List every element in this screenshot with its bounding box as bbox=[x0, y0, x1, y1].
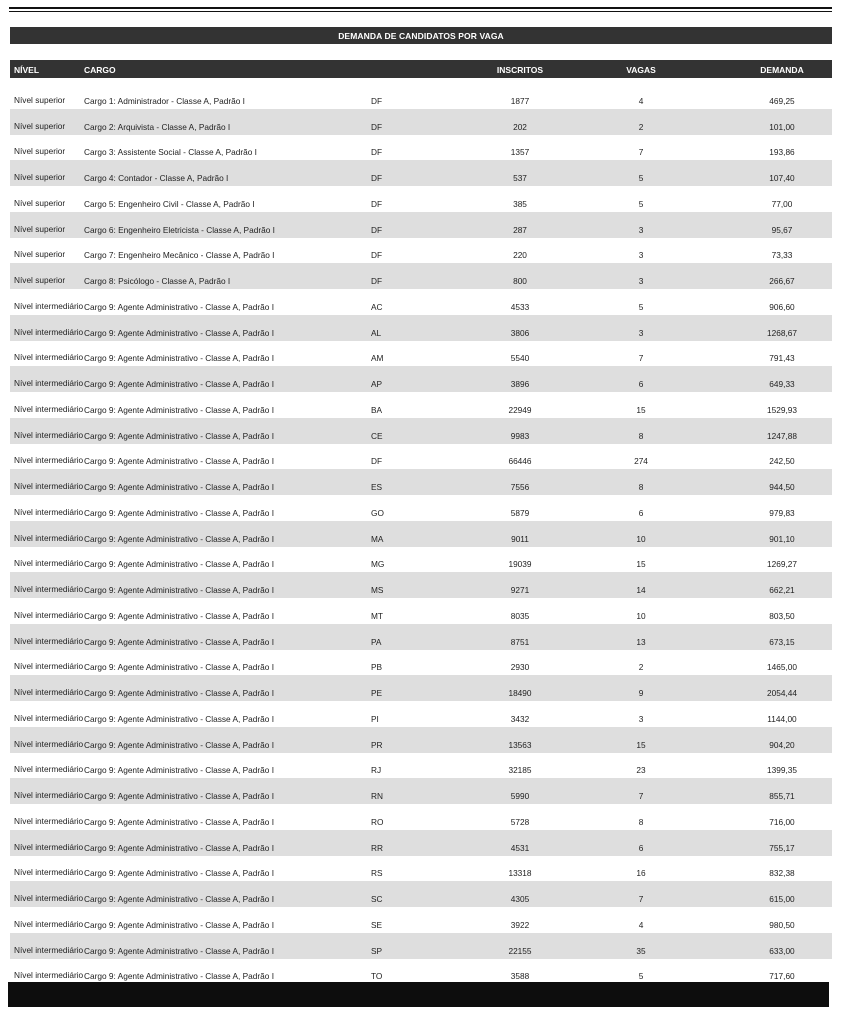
cell-inscritos: 9011 bbox=[511, 533, 529, 544]
cell-cargo: Cargo 9: Agente Administrativo - Classe A, Padrão I bbox=[84, 713, 275, 724]
cell-nivel: Nível intermediário bbox=[14, 944, 84, 955]
cell-inscritos: 202 bbox=[513, 121, 527, 132]
table-row bbox=[10, 444, 832, 470]
cell-uf: DF bbox=[371, 224, 383, 235]
table-row bbox=[10, 263, 832, 289]
cell-demanda: 77,00 bbox=[771, 198, 793, 209]
cell-demanda: 1399,35 bbox=[767, 765, 797, 776]
table-row bbox=[10, 521, 832, 547]
cell-nivel: Nível intermediário bbox=[14, 661, 84, 672]
cell-inscritos: 1357 bbox=[510, 147, 530, 158]
cell-uf: AM bbox=[371, 353, 384, 364]
cell-inscritos: 385 bbox=[513, 198, 527, 209]
cell-inscritos: 5728 bbox=[510, 816, 530, 827]
cell-uf: AP bbox=[371, 379, 383, 389]
cell-uf: DF bbox=[371, 121, 383, 132]
cell-nivel: Nível intermediário bbox=[14, 352, 84, 363]
cell-demanda: 980,50 bbox=[769, 919, 795, 930]
cell-nivel: Nível intermediário bbox=[14, 532, 84, 543]
cell-nivel: Nível superior bbox=[14, 249, 66, 260]
cell-cargo: Cargo 9: Agente Administrativo - Classe A, Padrão I bbox=[84, 585, 275, 595]
cell-cargo: Cargo 7: Engenheiro Mecânico - Classe A, Padrão I bbox=[84, 250, 275, 261]
table-row bbox=[10, 804, 832, 830]
table-row bbox=[10, 598, 832, 624]
cell-inscritos: 220 bbox=[513, 250, 527, 261]
cell-cargo: Cargo 9: Agente Administrativo - Classe A, Padrão I bbox=[84, 894, 275, 904]
cell-cargo: Cargo 3: Assistente Social - Classe A, Padrão I bbox=[84, 147, 257, 158]
table-row bbox=[10, 650, 832, 676]
cell-cargo: Cargo 9: Agente Administrativo - Classe A, Padrão I bbox=[84, 404, 275, 415]
cell-nivel: Nível superior bbox=[14, 120, 66, 131]
cell-vagas: 8 bbox=[638, 430, 644, 441]
cell-vagas: 274 bbox=[634, 456, 648, 467]
cell-vagas: 15 bbox=[636, 559, 646, 570]
table-row bbox=[10, 856, 832, 882]
cell-cargo: Cargo 9: Agente Administrativo - Classe A, Padrão I bbox=[84, 765, 275, 776]
cell-nivel: Nível superior bbox=[14, 172, 66, 182]
cell-cargo: Cargo 9: Agente Administrativo - Classe A, Padrão I bbox=[84, 971, 275, 982]
cell-inscritos: 537 bbox=[513, 173, 527, 183]
cell-demanda: 615,00 bbox=[769, 894, 795, 904]
cell-cargo: Cargo 9: Agente Administrativo - Classe A, Padrão I bbox=[84, 636, 275, 647]
cell-vagas: 2 bbox=[638, 121, 644, 132]
table-row bbox=[10, 959, 832, 985]
cell-uf: MA bbox=[371, 533, 384, 544]
cell-nivel: Nível superior bbox=[14, 197, 66, 208]
cell-inscritos: 7556 bbox=[510, 482, 530, 492]
table-row bbox=[10, 701, 832, 727]
cell-demanda: 1268,67 bbox=[767, 327, 797, 338]
cell-cargo: Cargo 4: Contador - Classe A, Padrão I bbox=[84, 173, 229, 183]
table-row bbox=[10, 160, 832, 186]
cell-uf: RJ bbox=[371, 765, 382, 776]
cell-uf: DF bbox=[371, 250, 383, 261]
cell-cargo: Cargo 9: Agente Administrativo - Classe A, Padrão I bbox=[84, 816, 275, 827]
cell-vagas: 7 bbox=[638, 894, 644, 904]
cell-nivel: Nível intermediário bbox=[14, 300, 84, 311]
cell-cargo: Cargo 9: Agente Administrativo - Classe A, Padrão I bbox=[84, 610, 275, 621]
cell-demanda: 832,38 bbox=[769, 868, 795, 879]
cell-cargo: Cargo 9: Agente Administrativo - Classe A, Padrão I bbox=[84, 482, 275, 492]
cell-demanda: 1529,93 bbox=[767, 404, 797, 415]
cell-demanda: 633,00 bbox=[769, 945, 795, 956]
cell-vagas: 13 bbox=[636, 636, 646, 647]
cell-cargo: Cargo 9: Agente Administrativo - Classe A, Padrão I bbox=[84, 301, 275, 312]
table-row bbox=[10, 186, 832, 212]
cell-uf: AC bbox=[371, 301, 383, 312]
table-row bbox=[10, 212, 832, 238]
cell-demanda: 716,00 bbox=[769, 816, 795, 827]
cell-nivel: Nível intermediário bbox=[14, 609, 84, 620]
cell-uf: DF bbox=[371, 95, 383, 106]
cell-inscritos: 3896 bbox=[510, 379, 530, 389]
cell-inscritos: 4531 bbox=[510, 842, 530, 853]
footer-bar bbox=[8, 982, 829, 1007]
header-vagas: VAGAS bbox=[626, 65, 656, 75]
cell-inscritos: 13318 bbox=[508, 868, 532, 879]
cell-nivel: Nível intermediário bbox=[14, 635, 84, 646]
cell-uf: MT bbox=[371, 610, 383, 621]
cell-nivel: Nível intermediário bbox=[14, 429, 84, 440]
table-row bbox=[10, 547, 832, 573]
cell-demanda: 95,67 bbox=[771, 224, 793, 235]
cell-vagas: 5 bbox=[638, 198, 644, 209]
cell-nivel: Nível intermediário bbox=[14, 378, 84, 388]
table-body bbox=[10, 83, 832, 984]
cell-inscritos: 22155 bbox=[508, 945, 532, 956]
cell-inscritos: 13563 bbox=[508, 739, 532, 750]
cell-demanda: 855,71 bbox=[769, 791, 795, 801]
cell-uf: CE bbox=[371, 430, 383, 441]
table-row bbox=[10, 341, 832, 367]
cell-vagas: 14 bbox=[636, 585, 646, 595]
cell-nivel: Nível intermediário bbox=[14, 558, 84, 569]
cell-demanda: 803,50 bbox=[769, 610, 795, 621]
cell-uf: MS bbox=[371, 585, 384, 595]
cell-uf: PI bbox=[371, 713, 379, 724]
cell-vagas: 7 bbox=[638, 791, 644, 801]
cell-cargo: Cargo 9: Agente Administrativo - Classe A, Padrão I bbox=[84, 662, 275, 673]
cell-vagas: 3 bbox=[638, 327, 644, 338]
cell-inscritos: 8035 bbox=[510, 610, 530, 621]
table-row bbox=[10, 495, 832, 521]
cell-vagas: 15 bbox=[636, 404, 646, 415]
cell-uf: SP bbox=[371, 945, 383, 956]
cell-nivel: Nível intermediário bbox=[14, 738, 84, 749]
cell-demanda: 1247,88 bbox=[767, 430, 797, 441]
table-row bbox=[10, 366, 832, 392]
cell-uf: DF bbox=[371, 456, 383, 467]
cell-inscritos: 32185 bbox=[508, 765, 532, 776]
cell-inscritos: 66446 bbox=[508, 456, 532, 467]
cell-vagas: 6 bbox=[638, 379, 644, 389]
cell-vagas: 4 bbox=[638, 95, 644, 106]
cell-inscritos: 22949 bbox=[508, 404, 532, 415]
cell-vagas: 4 bbox=[638, 919, 644, 930]
cell-demanda: 717,60 bbox=[769, 971, 795, 982]
table-row bbox=[10, 418, 832, 444]
cell-demanda: 906,60 bbox=[769, 301, 795, 312]
cell-uf: MG bbox=[371, 559, 385, 570]
cell-inscritos: 19039 bbox=[508, 559, 532, 570]
cell-inscritos: 3922 bbox=[510, 919, 530, 930]
cell-uf: DF bbox=[371, 276, 383, 286]
cell-demanda: 944,50 bbox=[769, 482, 795, 492]
cell-nivel: Nível intermediário bbox=[14, 584, 84, 594]
table-row bbox=[10, 778, 832, 804]
cell-vagas: 8 bbox=[638, 482, 644, 492]
cell-demanda: 242,50 bbox=[769, 456, 795, 467]
cell-demanda: 193,86 bbox=[769, 147, 795, 158]
cell-uf: ES bbox=[371, 482, 383, 492]
cell-cargo: Cargo 9: Agente Administrativo - Classe A, Padrão I bbox=[84, 456, 275, 467]
cell-nivel: Nível intermediário bbox=[14, 815, 84, 826]
cell-uf: SC bbox=[371, 894, 383, 904]
cell-inscritos: 3588 bbox=[510, 971, 530, 982]
cell-nivel: Nível intermediário bbox=[14, 687, 84, 697]
table-row bbox=[10, 83, 832, 109]
cell-nivel: Nível superior bbox=[14, 223, 66, 234]
cell-cargo: Cargo 9: Agente Administrativo - Classe A, Padrão I bbox=[84, 327, 275, 338]
cell-inscritos: 800 bbox=[513, 276, 527, 286]
table-title: DEMANDA DE CANDIDATOS POR VAGA bbox=[10, 27, 832, 44]
cell-nivel: Nível intermediário bbox=[14, 481, 84, 491]
cell-demanda: 2054,44 bbox=[767, 688, 797, 698]
cell-cargo: Cargo 9: Agente Administrativo - Classe A, Padrão I bbox=[84, 919, 275, 930]
cell-cargo: Cargo 5: Engenheiro Civil - Classe A, Padrão I bbox=[84, 198, 255, 209]
cell-nivel: Nível intermediário bbox=[14, 841, 84, 852]
cell-demanda: 107,40 bbox=[769, 173, 795, 183]
cell-demanda: 1269,27 bbox=[767, 559, 797, 570]
cell-inscritos: 9271 bbox=[510, 585, 530, 595]
cell-inscritos: 3432 bbox=[510, 713, 530, 724]
table-row bbox=[10, 881, 832, 907]
cell-cargo: Cargo 9: Agente Administrativo - Classe A, Padrão I bbox=[84, 791, 275, 801]
cell-uf: SE bbox=[371, 919, 383, 930]
cell-uf: GO bbox=[371, 507, 384, 518]
cell-cargo: Cargo 6: Engenheiro Eletricista - Classe A, Padrão I bbox=[84, 224, 275, 235]
cell-nivel: Nível superior bbox=[14, 94, 66, 105]
cell-nivel: Nível intermediário bbox=[14, 326, 84, 337]
cell-uf: TO bbox=[371, 971, 383, 982]
cell-cargo: Cargo 9: Agente Administrativo - Classe A, Padrão I bbox=[84, 379, 275, 389]
cell-vagas: 5 bbox=[638, 971, 644, 982]
cell-cargo: Cargo 9: Agente Administrativo - Classe A, Padrão I bbox=[84, 945, 275, 956]
cell-demanda: 673,15 bbox=[769, 636, 795, 647]
cell-inscritos: 1877 bbox=[510, 95, 530, 106]
cell-vagas: 3 bbox=[638, 276, 644, 286]
table-row bbox=[10, 753, 832, 779]
header-nivel: NÍVEL bbox=[14, 65, 40, 75]
cell-uf: AL bbox=[371, 327, 382, 338]
cell-cargo: Cargo 9: Agente Administrativo - Classe A, Padrão I bbox=[84, 430, 275, 441]
cell-uf: PE bbox=[371, 688, 383, 698]
cell-uf: DF bbox=[371, 147, 383, 158]
table-row bbox=[10, 238, 832, 264]
table-row bbox=[10, 907, 832, 933]
cell-demanda: 979,83 bbox=[769, 507, 795, 518]
cell-cargo: Cargo 9: Agente Administrativo - Classe A, Padrão I bbox=[84, 353, 275, 364]
cell-uf: BA bbox=[371, 404, 383, 415]
cell-inscritos: 287 bbox=[513, 224, 527, 235]
cell-vagas: 3 bbox=[638, 224, 644, 235]
table-row bbox=[10, 109, 832, 135]
cell-nivel: Nível intermediário bbox=[14, 893, 84, 903]
cell-vagas: 5 bbox=[638, 301, 644, 312]
table-row bbox=[10, 727, 832, 753]
table-row bbox=[10, 572, 832, 598]
cell-demanda: 1465,00 bbox=[767, 662, 797, 673]
header-cargo: CARGO bbox=[84, 65, 116, 75]
cell-inscritos: 4533 bbox=[510, 301, 530, 312]
cell-uf: RR bbox=[371, 842, 383, 853]
header-demanda: DEMANDA bbox=[760, 65, 804, 75]
cell-uf: PB bbox=[371, 662, 383, 673]
cell-demanda: 904,20 bbox=[769, 739, 795, 750]
cell-demanda: 901,10 bbox=[769, 533, 795, 544]
cell-uf: DF bbox=[371, 173, 383, 183]
cell-demanda: 791,43 bbox=[769, 353, 795, 364]
cell-demanda: 469,25 bbox=[769, 95, 795, 106]
cell-uf: PR bbox=[371, 739, 383, 750]
cell-nivel: Nível intermediário bbox=[14, 506, 84, 517]
cell-inscritos: 5990 bbox=[510, 791, 530, 801]
cell-nivel: Nível intermediário bbox=[14, 403, 84, 414]
cell-vagas: 7 bbox=[638, 147, 644, 158]
cell-nivel: Nível intermediário bbox=[14, 455, 84, 466]
cell-inscritos: 2930 bbox=[510, 662, 530, 673]
cell-inscritos: 8751 bbox=[510, 636, 530, 647]
cell-inscritos: 18490 bbox=[508, 688, 532, 698]
cell-vagas: 35 bbox=[636, 945, 646, 956]
cell-nivel: Nível superior bbox=[14, 146, 66, 157]
cell-vagas: 10 bbox=[636, 533, 646, 544]
cell-vagas: 15 bbox=[636, 739, 646, 750]
cell-inscritos: 5540 bbox=[510, 353, 530, 364]
table-row bbox=[10, 675, 832, 701]
cell-uf: DF bbox=[371, 198, 383, 209]
cell-vagas: 6 bbox=[638, 842, 644, 853]
cell-vagas: 3 bbox=[638, 713, 644, 724]
cell-nivel: Nível intermediário bbox=[14, 918, 84, 929]
cell-inscritos: 5879 bbox=[510, 507, 530, 518]
table-header bbox=[10, 60, 832, 78]
cell-uf: PA bbox=[371, 636, 382, 647]
cell-demanda: 101,00 bbox=[769, 121, 795, 132]
table-row bbox=[10, 135, 832, 161]
cell-inscritos: 4305 bbox=[510, 894, 530, 904]
cell-nivel: Nível intermediário bbox=[14, 867, 84, 878]
cell-demanda: 266,67 bbox=[769, 276, 795, 286]
cell-vagas: 23 bbox=[636, 765, 646, 776]
table-row bbox=[10, 624, 832, 650]
table-row bbox=[10, 315, 832, 341]
table-row bbox=[10, 830, 832, 856]
cell-cargo: Cargo 8: Psicólogo - Classe A, Padrão I bbox=[84, 276, 231, 286]
cell-cargo: Cargo 9: Agente Administrativo - Classe A, Padrão I bbox=[84, 507, 275, 518]
cell-inscritos: 9983 bbox=[510, 430, 530, 441]
cell-vagas: 8 bbox=[638, 816, 644, 827]
cell-nivel: Nível intermediário bbox=[14, 970, 84, 981]
cell-cargo: Cargo 9: Agente Administrativo - Classe A, Padrão I bbox=[84, 533, 275, 544]
table-row bbox=[10, 469, 832, 495]
header-inscritos: INSCRITOS bbox=[496, 65, 544, 75]
cell-vagas: 10 bbox=[636, 610, 646, 621]
cell-inscritos: 3806 bbox=[510, 327, 530, 338]
top-rule bbox=[9, 7, 832, 9]
cell-vagas: 5 bbox=[638, 173, 644, 183]
top-rule-thin bbox=[9, 11, 832, 12]
cell-uf: RN bbox=[371, 791, 383, 801]
cell-cargo: Cargo 2: Arquivista - Classe A, Padrão I bbox=[84, 121, 231, 132]
cell-nivel: Nível intermediário bbox=[14, 790, 84, 800]
table-row bbox=[10, 392, 832, 418]
cell-nivel: Nível intermediário bbox=[14, 764, 84, 775]
cell-cargo: Cargo 9: Agente Administrativo - Classe A, Padrão I bbox=[84, 559, 275, 570]
cell-demanda: 662,21 bbox=[769, 585, 795, 595]
cell-cargo: Cargo 9: Agente Administrativo - Classe A, Padrão I bbox=[84, 868, 275, 879]
cell-vagas: 7 bbox=[638, 353, 644, 364]
cell-demanda: 1144,00 bbox=[767, 713, 797, 724]
cell-vagas: 6 bbox=[638, 507, 644, 518]
cell-nivel: Nível intermediário bbox=[14, 712, 84, 723]
cell-demanda: 755,17 bbox=[769, 842, 795, 853]
cell-cargo: Cargo 9: Agente Administrativo - Classe A, Padrão I bbox=[84, 739, 275, 750]
cell-cargo: Cargo 9: Agente Administrativo - Classe A, Padrão I bbox=[84, 842, 275, 853]
table-row bbox=[10, 289, 832, 315]
cell-cargo: Cargo 1: Administrador - Classe A, Padrão I bbox=[84, 95, 245, 106]
cell-vagas: 9 bbox=[638, 688, 644, 698]
cell-uf: RO bbox=[371, 816, 384, 827]
cell-uf: RS bbox=[371, 868, 383, 879]
cell-vagas: 16 bbox=[636, 868, 646, 879]
cell-demanda: 649,33 bbox=[769, 379, 795, 389]
cell-vagas: 2 bbox=[638, 662, 644, 673]
table-row bbox=[10, 933, 832, 959]
cell-cargo: Cargo 9: Agente Administrativo - Classe A, Padrão I bbox=[84, 688, 275, 698]
cell-nivel: Nível superior bbox=[14, 275, 66, 285]
cell-demanda: 73,33 bbox=[771, 250, 793, 261]
cell-vagas: 3 bbox=[638, 250, 644, 261]
